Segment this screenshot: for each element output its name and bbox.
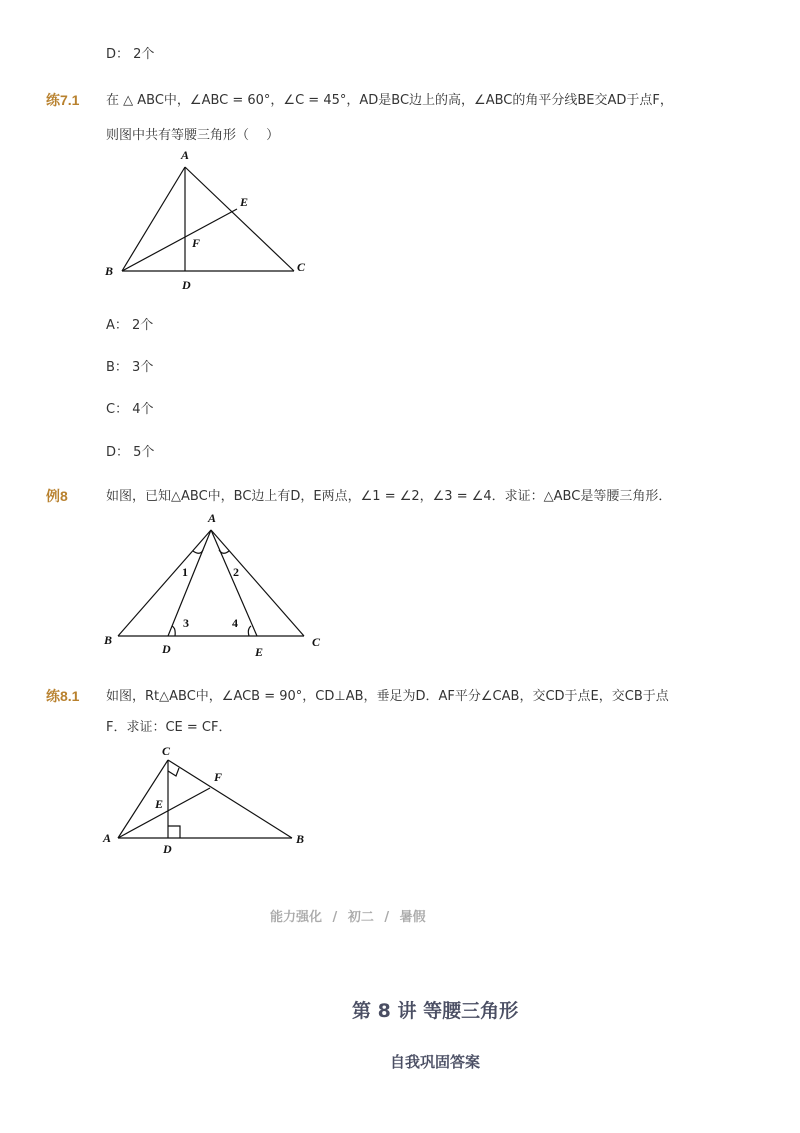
segment-ac [185, 167, 294, 271]
right-angle-marker-c [168, 768, 179, 776]
segment-cb [168, 760, 292, 838]
point-label-d: D [162, 642, 171, 656]
segment-af [118, 788, 210, 838]
point-label-d: D [163, 842, 172, 856]
point-label-a: A [103, 831, 112, 845]
exercise-7-1-question-line2: 则图中共有等腰三角形（ ） [106, 128, 280, 143]
segment-ab [122, 167, 185, 271]
footer-separator: / [332, 910, 338, 925]
exercise-label: 练7.1 [46, 92, 80, 108]
angle-label-1: 1 [182, 565, 188, 579]
exercise-7-1-figure [100, 145, 330, 295]
section-title: 自我巩固答案 [390, 1053, 481, 1071]
segment-be [122, 209, 237, 271]
option-b: B： 3个 [106, 360, 154, 375]
option-a: A： 2个 [106, 318, 154, 333]
right-angle-marker-d [168, 826, 180, 838]
prev-option-d: D： 2个 [106, 47, 155, 62]
footer-term: 暑假 [399, 910, 426, 925]
point-label-e: E [155, 797, 164, 811]
exercise-8-1-question-line2: F．求证：CE = CF． [106, 720, 232, 735]
angle-1-arc [193, 550, 203, 553]
angle-label-4: 4 [232, 616, 238, 630]
angle-3-arc [172, 626, 175, 636]
angle-label-2: 2 [233, 565, 239, 579]
segment-ab [118, 530, 211, 636]
point-label-e: E [255, 645, 264, 658]
exercise-8-1-figure [100, 740, 320, 860]
example-label: 例8 [46, 488, 68, 504]
segment-ac [211, 530, 304, 636]
exercise-7-1-question-line1: 在 △ ABC中，∠ABC = 60°，∠C = 45°，AD是BC边上的高，∠ABC的角平分线BE交AD于点F， [106, 93, 673, 108]
exercise-label: 练8.1 [46, 688, 80, 704]
point-label-b: B [296, 832, 305, 846]
exercise-8-1-question-line1: 如图，Rt△ABC中，∠ACB = 90°，CD⊥AB，垂足为D．AF平分∠CAB，交CD于点E，交CB于点 [106, 689, 669, 704]
page-footer [270, 906, 426, 925]
point-label-c: C [297, 260, 306, 274]
point-label-c: C [162, 744, 171, 758]
point-label-a: A [181, 148, 190, 162]
point-label-e: E [240, 195, 249, 209]
footer-grade: 初二 [347, 910, 374, 925]
point-label-b: B [105, 264, 114, 278]
option-c: C： 4个 [106, 402, 154, 417]
example-8-figure [100, 508, 340, 658]
segment-ad [168, 530, 211, 636]
point-label-f: F [192, 236, 201, 250]
angle-4-arc [248, 626, 251, 636]
angle-label-3: 3 [183, 616, 189, 630]
point-label-a: A [208, 511, 217, 525]
point-label-d: D [182, 278, 191, 292]
example-8-question: 如图，已知△ABC中，BC边上有D，E两点，∠1 = ∠2，∠3 = ∠4．求证：△ABC是等腰三角形． [106, 489, 672, 504]
point-label-f: F [214, 770, 223, 784]
point-label-b: B [104, 633, 113, 647]
point-label-c: C [312, 635, 321, 649]
option-d: D： 5个 [106, 445, 155, 460]
chapter-title: 第 8 讲 等腰三角形 [352, 1000, 519, 1022]
footer-separator: / [384, 910, 390, 925]
footer-course: 能力强化 [270, 910, 323, 925]
